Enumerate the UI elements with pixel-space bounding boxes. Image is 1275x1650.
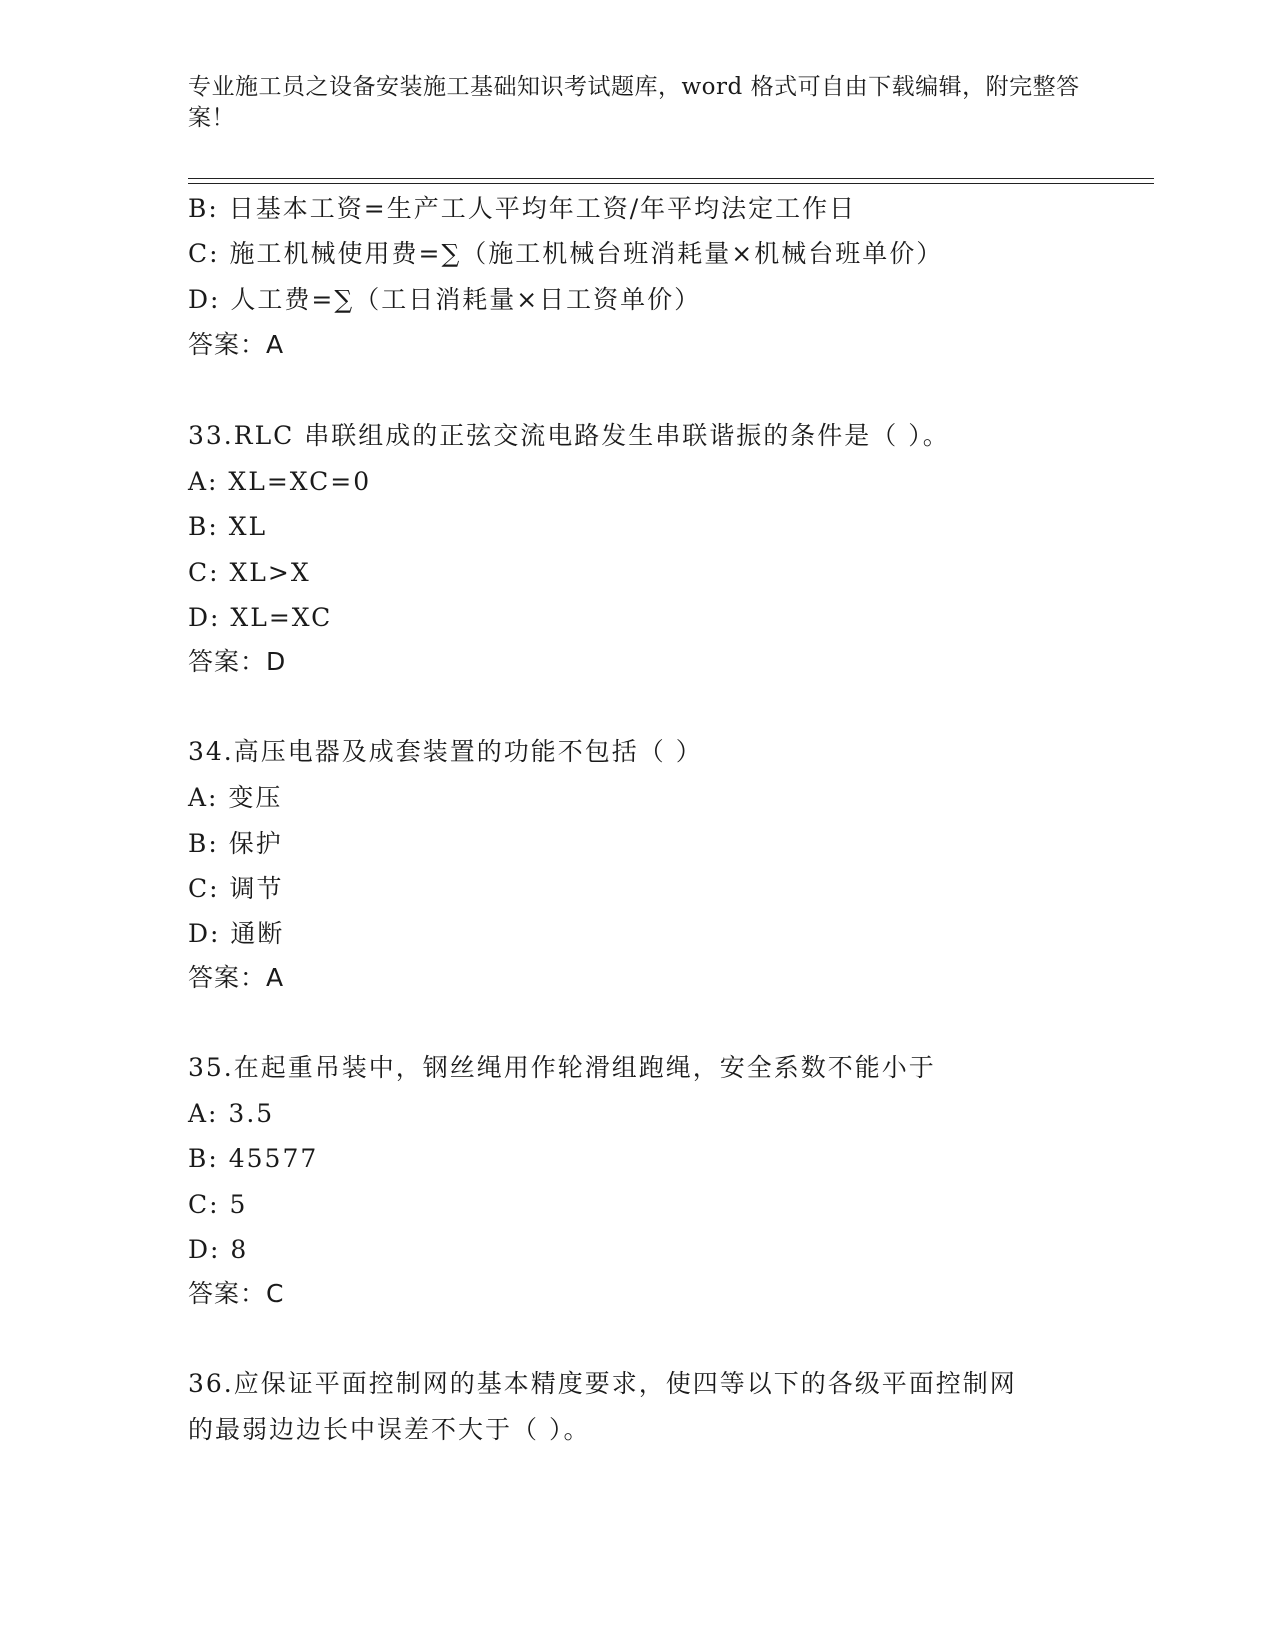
q33-option-b: B: XL <box>188 512 268 541</box>
q35-question: 35.在起重吊装中，钢丝绳用作轮滑组跑绳，安全系数不能小于 <box>188 1053 936 1082</box>
q33-option-a: A: XL=XC=0 <box>188 467 372 496</box>
document-header: 专业施工员之设备安装施工基础知识考试题库，word 格式可自由下载编辑，附完整答案！ <box>188 74 1080 131</box>
q34-option-b: B: 保护 <box>188 829 283 858</box>
q35-option-c: C: 5 <box>188 1190 248 1219</box>
q33-question: 33.RLC 串联组成的正弦交流电路发生串联谐振的条件是（ ）。 <box>188 421 950 450</box>
q32-option-b: B: 日基本工资=生产工人平均年工资/年平均法定工作日 <box>188 194 857 223</box>
q35-answer: 答案：C <box>188 1279 285 1308</box>
q35-option-d: D: 8 <box>188 1235 249 1264</box>
q34-option-d: D: 通断 <box>188 919 285 948</box>
q34-option-a: A: 变压 <box>188 783 283 812</box>
q36-question-line2: 的最弱边边长中误差不大于（ ）。 <box>188 1415 591 1444</box>
q33-answer: 答案：D <box>188 647 287 676</box>
q32-option-c: C: 施工机械使用费=∑（施工机械台班消耗量×机械台班单价） <box>188 239 944 268</box>
q36-question-line1: 36.应保证平面控制网的基本精度要求，使四等以下的各级平面控制网 <box>188 1369 1017 1398</box>
q35-option-a: A: 3.5 <box>188 1099 275 1128</box>
q34-question: 34.高压电器及成套装置的功能不包括（ ） <box>188 737 703 766</box>
q34-option-c: C: 调节 <box>188 874 284 903</box>
q34-answer: 答案：A <box>188 963 285 992</box>
q35-option-b: B: 45577 <box>188 1144 319 1173</box>
q33-option-c: C: XL>X <box>188 558 311 587</box>
header-rule-top <box>188 178 1154 179</box>
q32-option-d: D: 人工费=∑（工日消耗量×日工资单价） <box>188 285 702 314</box>
q33-option-d: D: XL=XC <box>188 603 333 632</box>
header-rule-bottom <box>188 183 1154 184</box>
q32-answer: 答案：A <box>188 330 285 359</box>
